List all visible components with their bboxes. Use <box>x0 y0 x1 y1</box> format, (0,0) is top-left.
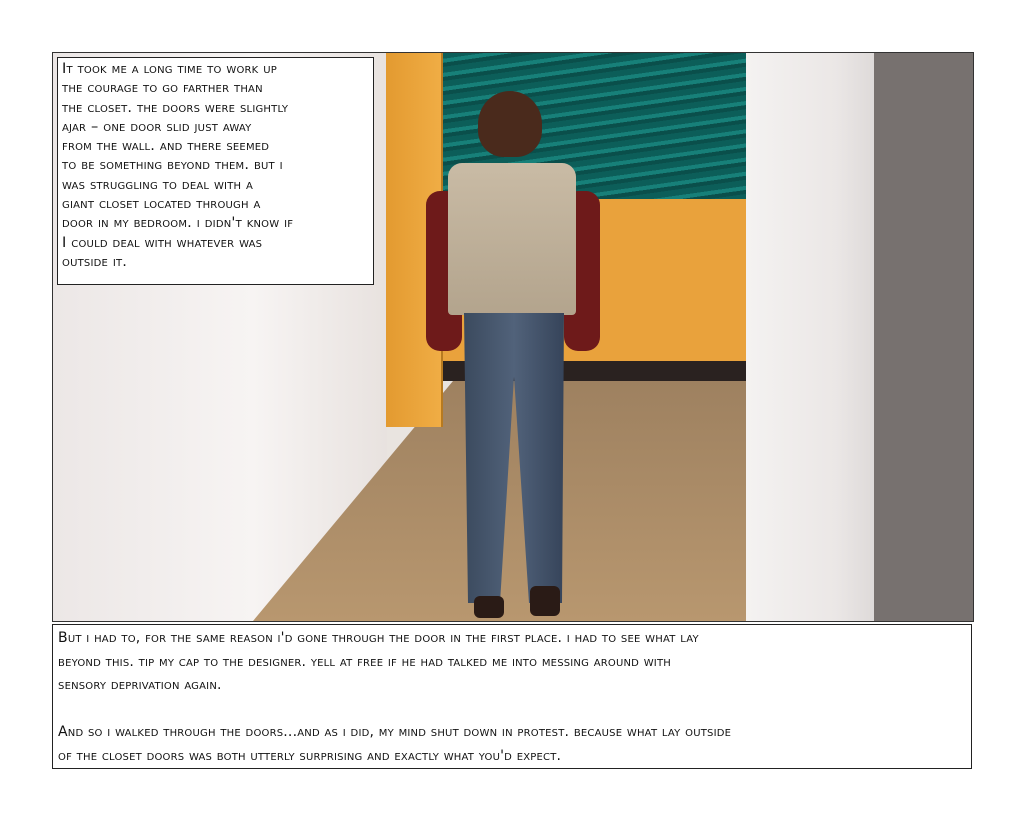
caption-line: door in my bedroom. i didn't know if <box>62 215 294 232</box>
caption-line: giant closet located through a <box>62 196 261 213</box>
hair <box>478 91 542 157</box>
jeans <box>464 313 564 603</box>
caption-line: And so i walked through the doors...and as i did, my mind shut down in protest. because what lay outside <box>58 724 732 740</box>
caption-line: I could deal with whatever was <box>62 234 263 251</box>
caption-line: to be something beyond them. but i <box>62 157 283 174</box>
caption-line: sensory deprivation again. <box>58 677 222 693</box>
right-grey-wall <box>874 53 974 621</box>
caption-line: of the closet doors was both utterly surprising and exactly what you'd expect. <box>58 747 562 764</box>
narration-caption-bottom <box>52 624 972 769</box>
right-wall <box>746 53 874 621</box>
narration-caption-top <box>57 57 374 285</box>
shoe-right <box>530 586 560 616</box>
caption-line: from the wall. and there seemed <box>62 138 270 155</box>
caption-line: outside it. <box>62 253 128 270</box>
caption-line: the courage to go farther than <box>62 80 263 97</box>
caption-line: beyond this. tip my cap to the designer. yell at free if he had talked me into messing around with <box>58 653 671 670</box>
caption-line: It took me a long time to work up <box>62 61 277 77</box>
shoe-left <box>474 596 504 618</box>
caption-line: the closet. the doors were slightly <box>62 99 289 116</box>
vest <box>448 163 576 315</box>
caption-line: was struggling to deal with a <box>62 176 254 193</box>
caption-line: But i had to, for the same reason i'd gone through the door in the first place. i had to see what lay <box>58 630 699 646</box>
person-figure <box>426 91 601 621</box>
caption-line: ajar – one door slid just away <box>62 118 252 135</box>
